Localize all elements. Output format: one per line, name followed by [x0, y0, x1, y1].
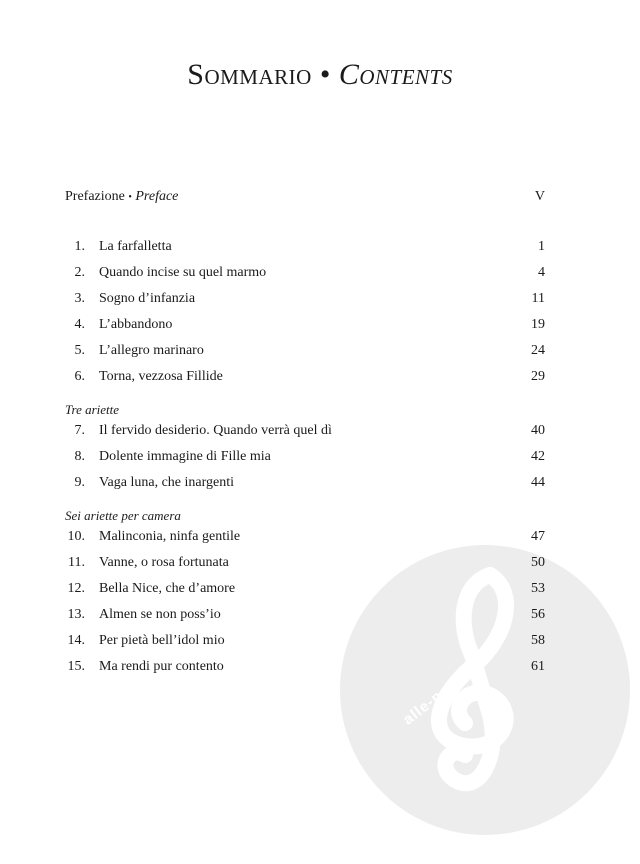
- entry-number: 3.: [74, 291, 85, 306]
- entry-number: 15.: [67, 659, 85, 674]
- title-separator: •: [319, 58, 331, 91]
- toc-entry: [65, 633, 545, 659]
- entry-title: Torna, vezzosa Fillide: [99, 369, 223, 384]
- entry-title: Bella Nice, che d’amore: [99, 581, 236, 596]
- preface-row: [65, 189, 545, 205]
- entry-title: Malinconia, ninfa gentile: [99, 529, 241, 544]
- entry-number: 5.: [74, 343, 85, 358]
- entry-page: 4: [538, 265, 545, 280]
- entry-page: 19: [531, 317, 545, 332]
- toc-entry: [65, 607, 545, 633]
- entry-page: 56: [531, 607, 545, 622]
- entry-number: 12.: [67, 581, 85, 596]
- toc-entry: [65, 475, 545, 501]
- entry-page: 42: [531, 449, 545, 464]
- entry-title: Almen se non poss’io: [99, 607, 221, 622]
- contents-list: [65, 239, 545, 685]
- toc-entry: [65, 291, 545, 317]
- entry-title: Ma rendi pur contento: [99, 659, 224, 674]
- preface-page: V: [534, 189, 545, 204]
- entry-page: 53: [531, 581, 545, 596]
- toc-entry: [65, 239, 545, 265]
- entry-page: 61: [531, 659, 545, 674]
- preface-label-en: Preface: [135, 189, 179, 204]
- preface-separator: •: [128, 192, 132, 203]
- entry-page: 47: [531, 529, 545, 544]
- title-italian: Sommario: [187, 58, 312, 91]
- toc-entry: [65, 343, 545, 369]
- entry-title: Per pietà bell’idol mio: [99, 633, 225, 648]
- toc-entry: [65, 423, 545, 449]
- entry-page: 29: [531, 369, 545, 384]
- entry-page: 40: [531, 423, 545, 438]
- toc-entry: [65, 581, 545, 607]
- entry-page: 58: [531, 633, 545, 648]
- entry-page: 24: [531, 343, 545, 358]
- entry-page: 44: [531, 475, 545, 490]
- entry-title: Dolente immagine di Fille mia: [99, 449, 271, 464]
- preface-label-it: Prefazione: [65, 189, 125, 204]
- toc-entry: [65, 369, 545, 395]
- toc-entry: [65, 265, 545, 291]
- toc-entry: [65, 659, 545, 685]
- entry-title: L’abbandono: [99, 317, 173, 332]
- entry-number: 11.: [68, 555, 85, 570]
- entry-number: 2.: [74, 265, 85, 280]
- entry-page: 11: [531, 291, 545, 306]
- entry-title: L’allegro marinaro: [99, 343, 204, 358]
- entry-title: Vaga luna, che inargenti: [99, 475, 235, 490]
- entry-number: 8.: [74, 449, 85, 464]
- entry-title: Vanne, o rosa fortunata: [99, 555, 229, 570]
- section-heading: Sei ariette per camera: [65, 508, 181, 523]
- toc-entry: [65, 317, 545, 343]
- entry-number: 14.: [67, 633, 85, 648]
- title-english: Contents: [338, 58, 453, 91]
- toc-entry: [65, 555, 545, 581]
- page-title: [0, 58, 640, 92]
- entry-page: 1: [538, 239, 545, 254]
- toc-entry: [65, 529, 545, 555]
- entry-number: 4.: [74, 317, 85, 332]
- entry-title: La farfalletta: [99, 239, 172, 254]
- entry-title: Quando incise su quel marmo: [99, 265, 267, 280]
- entry-number: 6.: [74, 369, 85, 384]
- entry-title: Sogno d’infanzia: [99, 291, 196, 306]
- entry-number: 9.: [74, 475, 85, 490]
- entry-number: 13.: [67, 607, 85, 622]
- entry-number: 10.: [67, 529, 85, 544]
- entry-page: 50: [531, 555, 545, 570]
- section-heading: Tre ariette: [65, 402, 120, 417]
- entry-number: 1.: [74, 239, 85, 254]
- toc-entry: [65, 449, 545, 475]
- entry-title: Il fervido desiderio. Quando verrà quel dì: [99, 423, 332, 438]
- entry-number: 7.: [74, 423, 85, 438]
- watermark-text: alle-noten.de: [400, 650, 494, 729]
